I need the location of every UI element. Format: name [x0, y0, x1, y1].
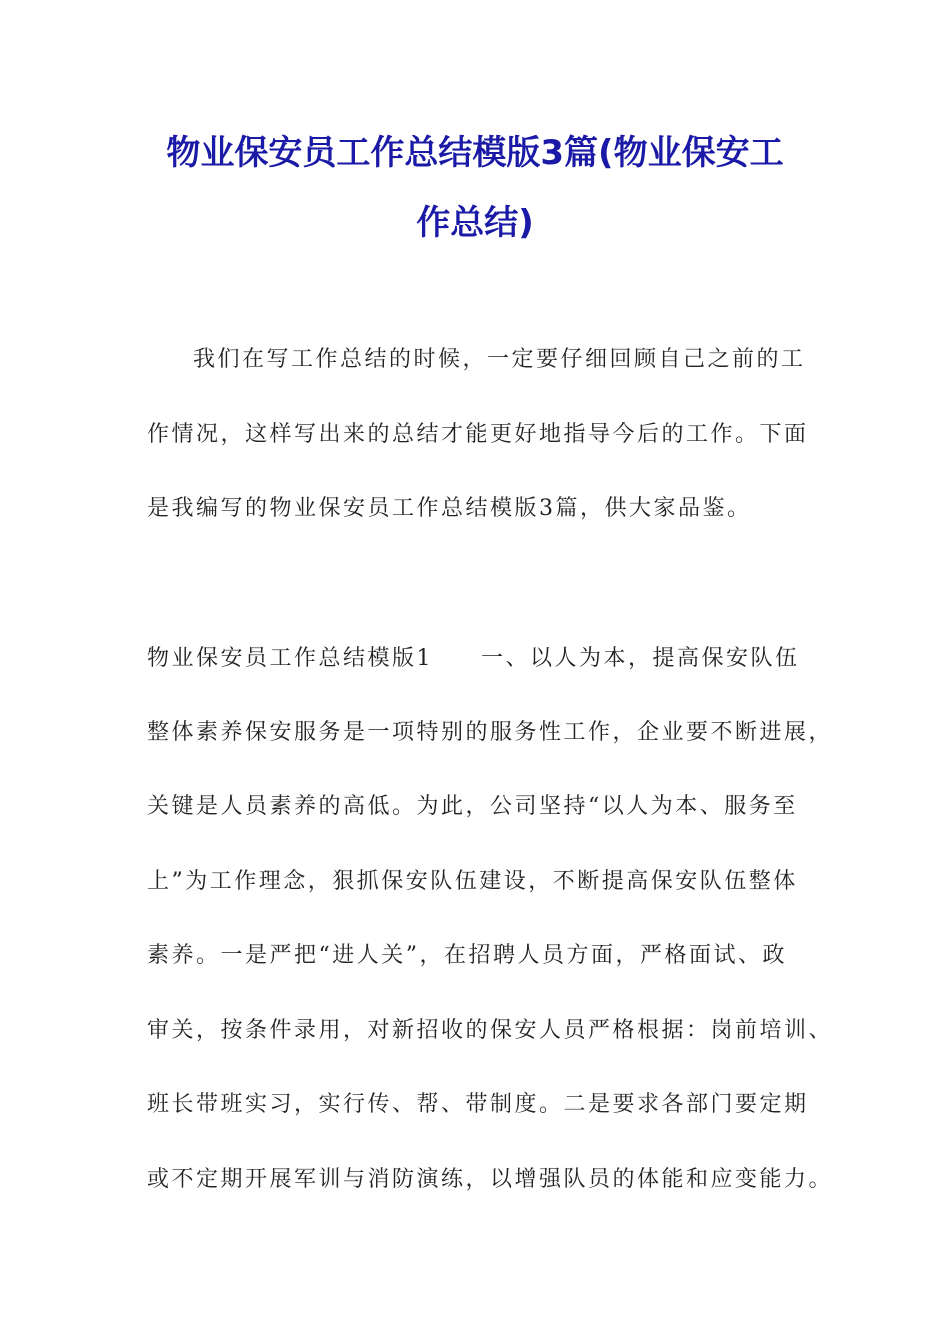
intro-line-3: 是我编写的物业保安员工作总结模版3篇，供大家品鉴。 [147, 496, 752, 521]
section-first-text: 一、以人为本，提高保安队伍 [481, 646, 800, 671]
body-line-7: 或不定期开展军训与消防演练，以增强队员的体能和应变能力。 [147, 1167, 834, 1192]
intro-line-1: 我们在写工作总结的时候，一定要仔细回顾自己之前的工 [193, 347, 806, 372]
body-line-6: 班长带班实习，实行传、帮、带制度。二是要求各部门要定期 [147, 1092, 809, 1117]
body-line-4: 素养。一是严把“进人关”，在招聘人员方面，严格面试、政 [147, 943, 787, 968]
section-heading: 物业保安员工作总结模版1 [147, 646, 433, 671]
body-line-2: 关键是人员素养的高低。为此，公司坚持“以人为本、服务至 [147, 794, 798, 819]
intro-line-2: 作情况，这样写出来的总结才能更好地指导今后的工作。下面 [147, 422, 809, 447]
section-heading-line [147, 648, 827, 670]
body-line-5: 审关，按条件录用，对新招收的保安人员严格根据：岗前培训、 [147, 1018, 834, 1043]
body-line-3: 上”为工作理念，狠抓保安队伍建设，不断提高保安队伍整体 [147, 869, 798, 894]
document-title-line-1: 物业保安员工作总结模版3篇(物业保安工 [166, 133, 784, 173]
document-title-line-2: 作总结) [416, 203, 534, 243]
body-line-1: 整体素养保安服务是一项特别的服务性工作，企业要不断进展， [147, 720, 834, 745]
